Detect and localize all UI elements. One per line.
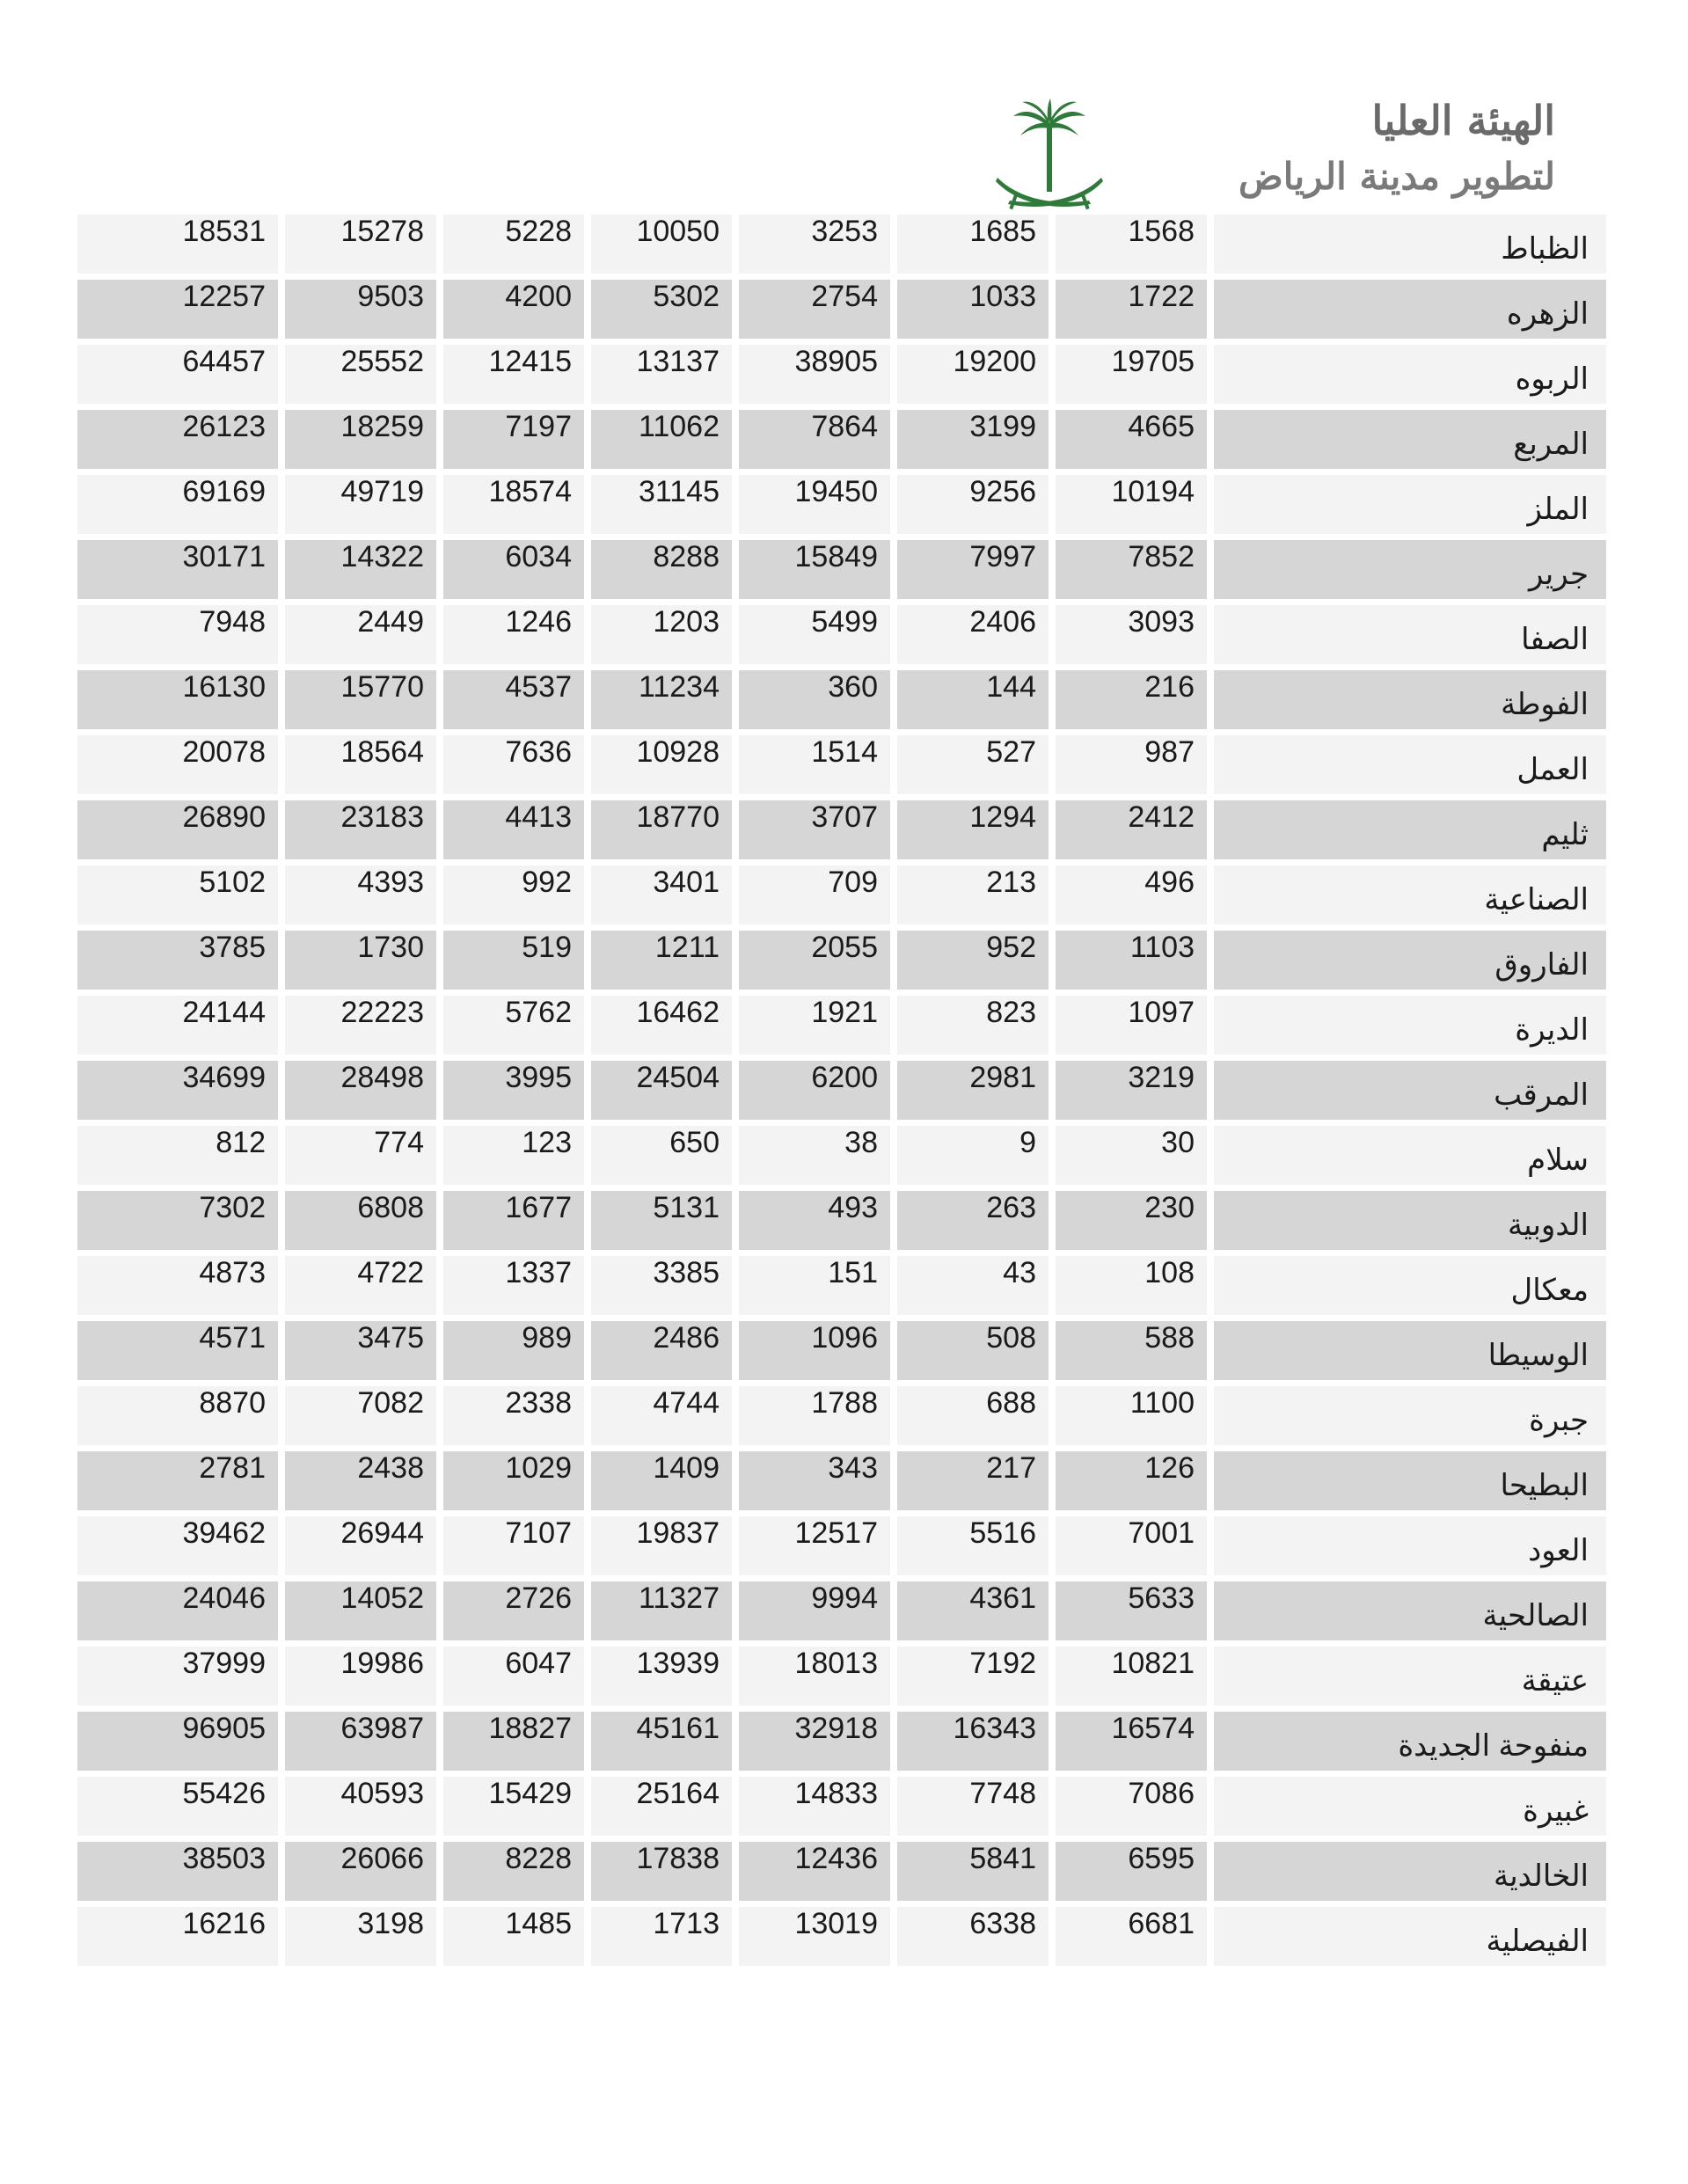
table-row: [77, 1126, 1606, 1185]
table-row: [77, 1256, 1606, 1315]
table-cell-value: 40593: [285, 1777, 436, 1836]
table-cell-value: 64457: [77, 345, 278, 404]
table-cell-value: 5499: [739, 605, 890, 664]
table-cell-value: 992: [443, 866, 584, 924]
table-row: [77, 1581, 1606, 1640]
table-cell-value: 496: [1056, 866, 1207, 924]
table-cell-value: 15278: [285, 215, 436, 274]
table-cell-value: 19837: [591, 1516, 732, 1575]
table-cell-value: 1203: [591, 605, 732, 664]
table-cell-value: 774: [285, 1126, 436, 1185]
table-cell-value: 11327: [591, 1581, 732, 1640]
table-cell-value: 15849: [739, 540, 890, 599]
table-cell-value: 4571: [77, 1321, 278, 1380]
table-cell-value: 3199: [897, 410, 1049, 469]
table-cell-value: 5841: [897, 1842, 1049, 1901]
table-cell-value: 7852: [1056, 540, 1207, 599]
table-cell-value: 1485: [443, 1907, 584, 1966]
table-cell-value: 6338: [897, 1907, 1049, 1966]
table-cell-value: 10928: [591, 735, 732, 794]
table-cell-value: 3198: [285, 1907, 436, 1966]
table-cell-value: 16462: [591, 996, 732, 1055]
table-cell-value: 26066: [285, 1842, 436, 1901]
table-cell-value: 24504: [591, 1061, 732, 1120]
table-row: [77, 1386, 1606, 1445]
table-cell-value: 15429: [443, 1777, 584, 1836]
table-cell-value: 3475: [285, 1321, 436, 1380]
district-name: الصالحية: [1214, 1581, 1606, 1640]
table-cell-value: 19705: [1056, 345, 1207, 404]
district-name: الخالدية: [1214, 1842, 1606, 1901]
table-cell-value: 14833: [739, 1777, 890, 1836]
table-row: [77, 670, 1606, 729]
table-cell-value: 217: [897, 1451, 1049, 1510]
table-cell-value: 4722: [285, 1256, 436, 1315]
table-cell-value: 5302: [591, 280, 732, 339]
table-cell-value: 37999: [77, 1647, 278, 1706]
table-cell-value: 6681: [1056, 1907, 1207, 1966]
table-cell-value: 151: [739, 1256, 890, 1315]
table-cell-value: 6047: [443, 1647, 584, 1706]
table-cell-value: 650: [591, 1126, 732, 1185]
table-cell-value: 360: [739, 670, 890, 729]
table-cell-value: 1685: [897, 215, 1049, 274]
table-cell-value: 96905: [77, 1712, 278, 1771]
table-cell-value: 3385: [591, 1256, 732, 1315]
table-cell-value: 49719: [285, 475, 436, 534]
table-cell-value: 38503: [77, 1842, 278, 1901]
district-name: الصناعية: [1214, 866, 1606, 924]
table-cell-value: 7001: [1056, 1516, 1207, 1575]
table-cell-value: 823: [897, 996, 1049, 1055]
table-cell-value: 508: [897, 1321, 1049, 1380]
table-cell-value: 19450: [739, 475, 890, 534]
table-cell-value: 8228: [443, 1842, 584, 1901]
table-cell-value: 34699: [77, 1061, 278, 1120]
district-name: البطيحا: [1214, 1451, 1606, 1510]
table-cell-value: 2781: [77, 1451, 278, 1510]
table-cell-value: 2486: [591, 1321, 732, 1380]
table-cell-value: 3401: [591, 866, 732, 924]
table-cell-value: 7082: [285, 1386, 436, 1445]
table-cell-value: 493: [739, 1191, 890, 1250]
table-cell-value: 10194: [1056, 475, 1207, 534]
table-row: [77, 735, 1606, 794]
table-cell-value: 6808: [285, 1191, 436, 1250]
table-cell-value: 2412: [1056, 800, 1207, 859]
table-cell-value: 343: [739, 1451, 890, 1510]
table-row: [77, 605, 1606, 664]
table-cell-value: 5762: [443, 996, 584, 1055]
table-cell-value: 688: [897, 1386, 1049, 1445]
table-cell-value: 43: [897, 1256, 1049, 1315]
table-cell-value: 1337: [443, 1256, 584, 1315]
table-cell-value: 5516: [897, 1516, 1049, 1575]
table-cell-value: 22223: [285, 996, 436, 1055]
table-cell-value: 5633: [1056, 1581, 1207, 1640]
table-row: [77, 280, 1606, 339]
table-cell-value: 108: [1056, 1256, 1207, 1315]
district-name: الربوه: [1214, 345, 1606, 404]
table-cell-value: 38905: [739, 345, 890, 404]
table-cell-value: 4665: [1056, 410, 1207, 469]
table-row: [77, 540, 1606, 599]
table-row: [77, 1516, 1606, 1575]
table-cell-value: 26123: [77, 410, 278, 469]
table-cell-value: 7948: [77, 605, 278, 664]
table-cell-value: 30: [1056, 1126, 1207, 1185]
table-cell-value: 9994: [739, 1581, 890, 1640]
table-cell-value: 19986: [285, 1647, 436, 1706]
table-cell-value: 1103: [1056, 931, 1207, 990]
table-cell-value: 216: [1056, 670, 1207, 729]
table-cell-value: 13939: [591, 1647, 732, 1706]
district-name: غبيرة: [1214, 1777, 1606, 1836]
table-cell-value: 7302: [77, 1191, 278, 1250]
table-cell-value: 1409: [591, 1451, 732, 1510]
table-row: [77, 1907, 1606, 1966]
district-name: الظباط: [1214, 215, 1606, 274]
district-name: الملز: [1214, 475, 1606, 534]
table-cell-value: 2754: [739, 280, 890, 339]
table-row: [77, 410, 1606, 469]
district-name: عتيقة: [1214, 1647, 1606, 1706]
table-cell-value: 1514: [739, 735, 890, 794]
table-cell-value: 263: [897, 1191, 1049, 1250]
table-cell-value: 7197: [443, 410, 584, 469]
table-cell-value: 38: [739, 1126, 890, 1185]
table-cell-value: 20078: [77, 735, 278, 794]
table-cell-value: 13019: [739, 1907, 890, 1966]
table-cell-value: 69169: [77, 475, 278, 534]
table-cell-value: 7997: [897, 540, 1049, 599]
district-name: سلام: [1214, 1126, 1606, 1185]
table-row: [77, 866, 1606, 924]
table-cell-value: 63987: [285, 1712, 436, 1771]
table-cell-value: 6034: [443, 540, 584, 599]
table-cell-value: 4744: [591, 1386, 732, 1445]
table-row: [77, 215, 1606, 274]
district-name: ثليم: [1214, 800, 1606, 859]
table-cell-value: 14322: [285, 540, 436, 599]
table-cell-value: 1246: [443, 605, 584, 664]
table-cell-value: 1730: [285, 931, 436, 990]
district-name: المرقب: [1214, 1061, 1606, 1120]
table-cell-value: 2981: [897, 1061, 1049, 1120]
table-cell-value: 3785: [77, 931, 278, 990]
table-cell-value: 7864: [739, 410, 890, 469]
table-cell-value: 8870: [77, 1386, 278, 1445]
table-cell-value: 6595: [1056, 1842, 1207, 1901]
table-cell-value: 1568: [1056, 215, 1207, 274]
table-cell-value: 26890: [77, 800, 278, 859]
table-row: [77, 1191, 1606, 1250]
table-row: [77, 1777, 1606, 1836]
table-cell-value: 812: [77, 1126, 278, 1185]
table-row: [77, 931, 1606, 990]
table-cell-value: 12436: [739, 1842, 890, 1901]
table-cell-value: 39462: [77, 1516, 278, 1575]
table-cell-value: 7748: [897, 1777, 1049, 1836]
district-name: الصفا: [1214, 605, 1606, 664]
table-cell-value: 24046: [77, 1581, 278, 1640]
table-row: [77, 1061, 1606, 1120]
table-cell-value: 16574: [1056, 1712, 1207, 1771]
table-cell-value: 1029: [443, 1451, 584, 1510]
logo-title-line2: لتطوير مدينة الرياض: [1238, 155, 1555, 198]
table-cell-value: 3093: [1056, 605, 1207, 664]
district-name: الدوبية: [1214, 1191, 1606, 1250]
table-cell-value: 4361: [897, 1581, 1049, 1640]
palm-swords-emblem-icon: [992, 97, 1107, 216]
table-cell-value: 2438: [285, 1451, 436, 1510]
table-cell-value: 18564: [285, 735, 436, 794]
table-cell-value: 11234: [591, 670, 732, 729]
table-cell-value: 15770: [285, 670, 436, 729]
district-name: المربع: [1214, 410, 1606, 469]
table-cell-value: 3253: [739, 215, 890, 274]
table-cell-value: 2726: [443, 1581, 584, 1640]
district-name: الوسيطا: [1214, 1321, 1606, 1380]
table-cell-value: 1096: [739, 1321, 890, 1380]
table-cell-value: 25552: [285, 345, 436, 404]
table-cell-value: 126: [1056, 1451, 1207, 1510]
table-cell-value: 12415: [443, 345, 584, 404]
table-cell-value: 23183: [285, 800, 436, 859]
table-cell-value: 55426: [77, 1777, 278, 1836]
district-name: العمل: [1214, 735, 1606, 794]
table-cell-value: 588: [1056, 1321, 1207, 1380]
table-cell-value: 18770: [591, 800, 732, 859]
table-cell-value: 1100: [1056, 1386, 1207, 1445]
table-cell-value: 7636: [443, 735, 584, 794]
table-cell-value: 30171: [77, 540, 278, 599]
table-cell-value: 3219: [1056, 1061, 1207, 1120]
table-cell-value: 4873: [77, 1256, 278, 1315]
table-cell-value: 4393: [285, 866, 436, 924]
table-cell-value: 14052: [285, 1581, 436, 1640]
table-cell-value: 19200: [897, 345, 1049, 404]
district-name: الفيصلية: [1214, 1907, 1606, 1966]
table-cell-value: 1033: [897, 280, 1049, 339]
table-cell-value: 2406: [897, 605, 1049, 664]
district-name: منفوحة الجديدة: [1214, 1712, 1606, 1771]
table-row: [77, 1321, 1606, 1380]
table-cell-value: 12257: [77, 280, 278, 339]
table-cell-value: 952: [897, 931, 1049, 990]
table-cell-value: 1713: [591, 1907, 732, 1966]
table-cell-value: 4537: [443, 670, 584, 729]
table-cell-value: 18827: [443, 1712, 584, 1771]
table-cell-value: 28498: [285, 1061, 436, 1120]
table-cell-value: 5228: [443, 215, 584, 274]
district-name: جرير: [1214, 540, 1606, 599]
table-cell-value: 31145: [591, 475, 732, 534]
table-cell-value: 12517: [739, 1516, 890, 1575]
table-cell-value: 45161: [591, 1712, 732, 1771]
table-row: [77, 345, 1606, 404]
districts-table: [77, 215, 1606, 1972]
table-cell-value: 230: [1056, 1191, 1207, 1250]
table-cell-value: 1788: [739, 1386, 890, 1445]
table-cell-value: 13137: [591, 345, 732, 404]
table-cell-value: 18531: [77, 215, 278, 274]
table-cell-value: 4200: [443, 280, 584, 339]
table-cell-value: 18013: [739, 1647, 890, 1706]
table-cell-value: 1211: [591, 931, 732, 990]
table-cell-value: 10050: [591, 215, 732, 274]
table-cell-value: 10821: [1056, 1647, 1207, 1706]
logo-title-line1: الهيئة العليا: [1371, 97, 1555, 144]
table-cell-value: 2449: [285, 605, 436, 664]
table-cell-value: 7192: [897, 1647, 1049, 1706]
district-name: الفوطة: [1214, 670, 1606, 729]
table-row: [77, 475, 1606, 534]
table-cell-value: 9503: [285, 280, 436, 339]
table-cell-value: 519: [443, 931, 584, 990]
table-row: [77, 1842, 1606, 1901]
table-cell-value: 527: [897, 735, 1049, 794]
table-cell-value: 2055: [739, 931, 890, 990]
district-name: الديرة: [1214, 996, 1606, 1055]
table-cell-value: 24144: [77, 996, 278, 1055]
table-row: [77, 1451, 1606, 1510]
table-cell-value: 4413: [443, 800, 584, 859]
table-cell-value: 16216: [77, 1907, 278, 1966]
table-cell-value: 9256: [897, 475, 1049, 534]
table-cell-value: 1097: [1056, 996, 1207, 1055]
table-cell-value: 17838: [591, 1842, 732, 1901]
table-cell-value: 7107: [443, 1516, 584, 1575]
table-cell-value: 9: [897, 1126, 1049, 1185]
table-cell-value: 213: [897, 866, 1049, 924]
table-cell-value: 1921: [739, 996, 890, 1055]
table-cell-value: 3707: [739, 800, 890, 859]
table-cell-value: 8288: [591, 540, 732, 599]
table-row: [77, 1647, 1606, 1706]
table-cell-value: 6200: [739, 1061, 890, 1120]
table-row: [77, 1712, 1606, 1771]
district-name: الزهره: [1214, 280, 1606, 339]
ada-logo: [992, 97, 1555, 216]
district-name: الفاروق: [1214, 931, 1606, 990]
table-row: [77, 996, 1606, 1055]
table-cell-value: 16130: [77, 670, 278, 729]
table-cell-value: 3995: [443, 1061, 584, 1120]
table-cell-value: 989: [443, 1321, 584, 1380]
table-cell-value: 1677: [443, 1191, 584, 1250]
table-cell-value: 987: [1056, 735, 1207, 794]
table-cell-value: 18259: [285, 410, 436, 469]
table-cell-value: 709: [739, 866, 890, 924]
table-cell-value: 7086: [1056, 1777, 1207, 1836]
table-cell-value: 11062: [591, 410, 732, 469]
table-cell-value: 5102: [77, 866, 278, 924]
table-cell-value: 25164: [591, 1777, 732, 1836]
district-name: العود: [1214, 1516, 1606, 1575]
table-cell-value: 123: [443, 1126, 584, 1185]
table-cell-value: 5131: [591, 1191, 732, 1250]
table-cell-value: 1294: [897, 800, 1049, 859]
district-name: معكال: [1214, 1256, 1606, 1315]
table-cell-value: 1722: [1056, 280, 1207, 339]
table-row: [77, 800, 1606, 859]
table-cell-value: 18574: [443, 475, 584, 534]
table-cell-value: 32918: [739, 1712, 890, 1771]
table-cell-value: 2338: [443, 1386, 584, 1445]
district-name: جبرة: [1214, 1386, 1606, 1445]
table-cell-value: 144: [897, 670, 1049, 729]
table-cell-value: 16343: [897, 1712, 1049, 1771]
table-cell-value: 26944: [285, 1516, 436, 1575]
